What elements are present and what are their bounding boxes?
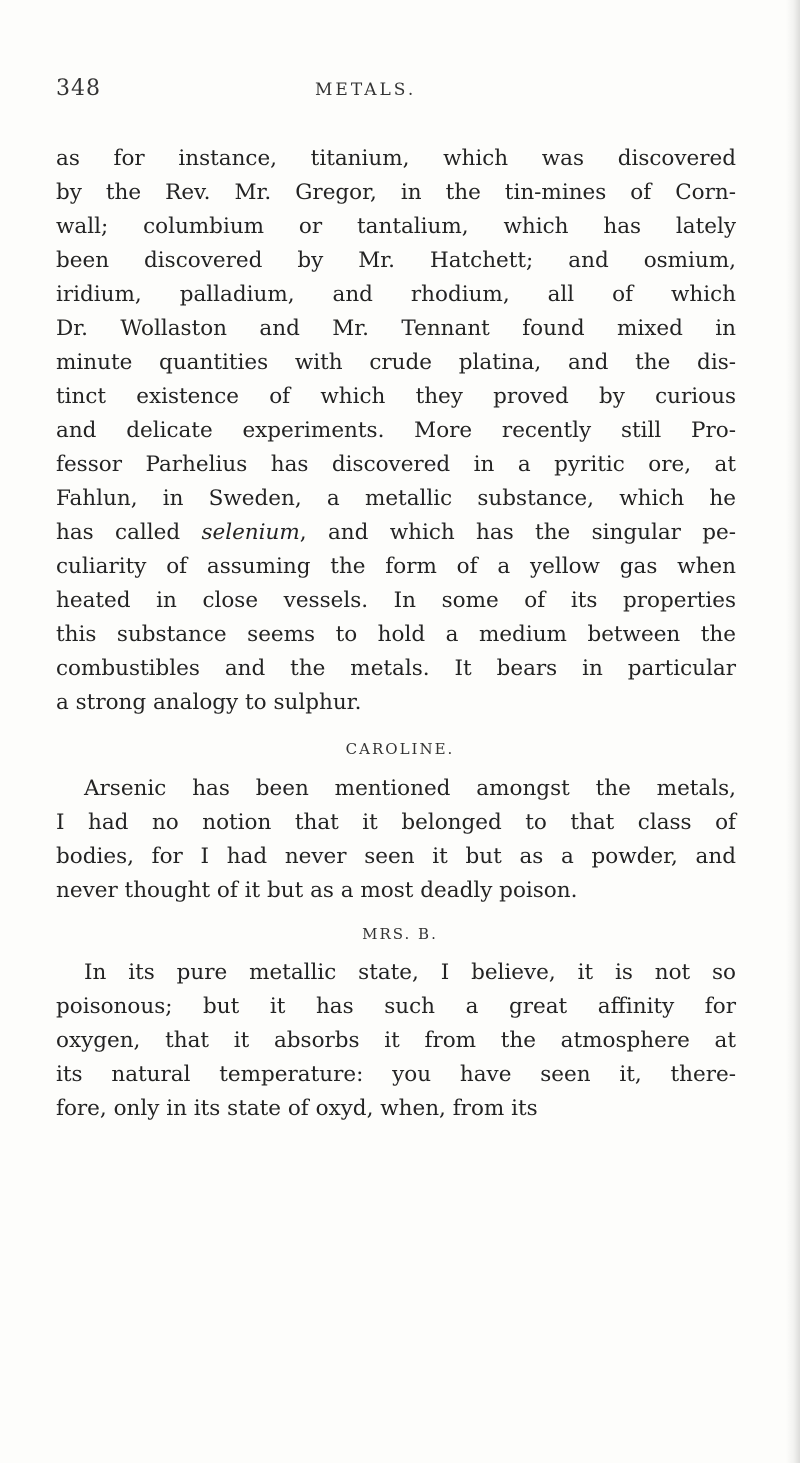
text-line-selenium xyxy=(56,516,736,550)
page-number: 348 xyxy=(56,76,101,101)
text-line: a strong analogy to sulphur. xyxy=(56,690,362,715)
text-line: by the Rev. Mr. Gregor, in the tin-mines of Corn- xyxy=(56,180,736,205)
running-head: METALS. xyxy=(315,80,417,100)
text-line: its natural temperature: you have seen it, there- xyxy=(56,1062,736,1087)
page-edge-shadow xyxy=(786,0,800,1463)
text-line: tinct existence of which they proved by curious xyxy=(56,384,736,409)
text-line: never thought of it but as a most deadly poison. xyxy=(56,878,578,903)
speaker-caroline: CAROLINE. xyxy=(345,740,455,758)
text-line: Arsenic has been mentioned amongst the metals, xyxy=(84,776,736,801)
text-line: bodies, for I had never seen it but as a powder, and xyxy=(56,844,736,869)
text-line: In its pure metallic state, I believe, it is not so xyxy=(84,960,736,985)
text-line: fessor Parhelius has discovered in a pyritic ore, at xyxy=(56,452,736,477)
text-line: and delicate experiments. More recently still Pro- xyxy=(56,418,736,443)
text-line: Fahlun, in Sweden, a metallic substance, which he xyxy=(56,486,736,511)
text-line: poisonous; but it has such a great affinity for xyxy=(56,994,736,1019)
text-line: Dr. Wollaston and Mr. Tennant found mixed in xyxy=(56,316,736,341)
italic-term: selenium xyxy=(201,520,300,545)
text-line: been discovered by Mr. Hatchett; and osmium, xyxy=(56,248,736,273)
text-line: fore, only in its state of oxyd, when, from its xyxy=(56,1096,538,1121)
text-line: this substance seems to hold a medium between the xyxy=(56,622,736,647)
text-line: iridium, palladium, and rhodium, all of which xyxy=(56,282,736,307)
text-line: combustibles and the metals. It bears in particular xyxy=(56,656,736,681)
text-line: as for instance, titanium, which was discovered xyxy=(56,146,736,171)
text-line: oxygen, that it absorbs it from the atmosphere at xyxy=(56,1028,736,1053)
text-run: has called xyxy=(56,520,202,545)
text-line: heated in close vessels. In some of its properties xyxy=(56,588,736,613)
text-line: I had no notion that it belonged to that class of xyxy=(56,810,736,835)
text-line: wall; columbium or tantalium, which has lately xyxy=(56,214,736,239)
text-line: minute quantities with crude platina, and the dis- xyxy=(56,350,736,375)
speaker-mrs-b: MRS. B. xyxy=(362,925,438,943)
text-run: , and which has the singular pe- xyxy=(299,520,737,545)
text-line: culiarity of assuming the form of a yellow gas when xyxy=(56,554,736,579)
